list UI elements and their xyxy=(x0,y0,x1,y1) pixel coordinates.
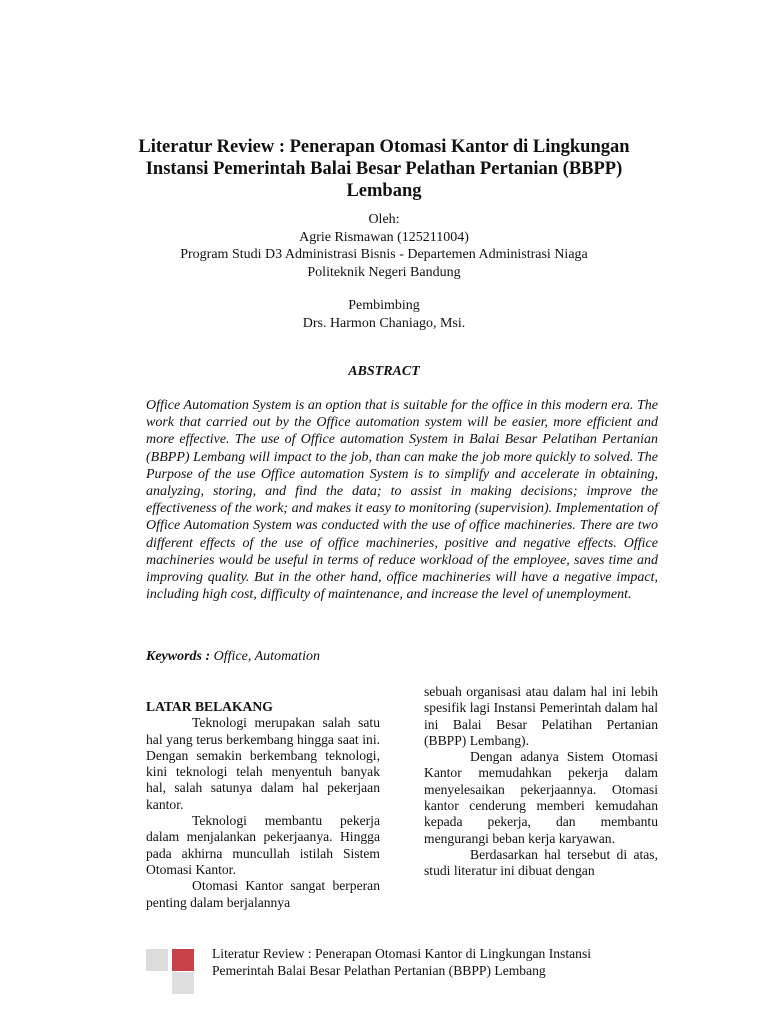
keywords-value: Office, Automation xyxy=(210,649,320,664)
keywords-label: Keywords : xyxy=(146,649,211,664)
author-block xyxy=(120,211,648,332)
body-column-left xyxy=(146,699,380,911)
advisor-name: Drs. Harmon Chaniago, Msi. xyxy=(302,315,466,331)
footer-line-2: Pemerintah Balai Besar Pelathan Pertanian (BBPP) Lembang xyxy=(212,962,546,978)
institution: Politeknik Negeri Bandung xyxy=(307,264,461,280)
paragraph: Teknologi merupakan salah satu hal yang terus berkembang hingga saat ini. Dengan semakin berkembang teknologi, kini teknologi telah menyentuh banyak hal, salah satunya dalam hal pekerjaan kantor. xyxy=(146,715,380,812)
running-footer xyxy=(212,946,662,979)
paper-title xyxy=(120,136,648,202)
by-label: Oleh: xyxy=(368,212,400,227)
keywords xyxy=(146,649,658,665)
author-name: Agrie Rismawan (125211004) xyxy=(299,229,469,245)
red-square-icon xyxy=(172,949,194,971)
paragraph: sebuah organisasi atau dalam hal ini lebih spesifik lagi Instansi Pemerintah dalam hal ini Balai Besar Pelatihan Pertanian (BBPP) Lembang). xyxy=(424,684,658,748)
spacer xyxy=(120,281,648,297)
footer-line-1: Literatur Review : Penerapan Otomasi Kantor di Lingkungan Instansi xyxy=(212,946,592,961)
abstract-heading: ABSTRACT xyxy=(348,364,420,379)
body-column-right xyxy=(424,684,658,880)
paragraph: Teknologi membantu pekerja dalam menjalankan pekerjaanya. Hingga pada akhirna muncullah istilah Sistem Otomasi Kantor. xyxy=(146,813,380,877)
grey-square-icon xyxy=(172,972,194,994)
paragraph: Otomasi Kantor sangat berperan penting dalam berjalannya xyxy=(146,878,380,910)
title-line-3: Lembang xyxy=(346,181,422,201)
title-line-2: Instansi Pemerintah Balai Besar Pelathan Pertanian (BBPP) xyxy=(145,159,623,179)
study-program: Program Studi D3 Administrasi Bisnis - Departemen Administrasi Niaga xyxy=(180,247,588,262)
abstract-text: Office Automation System is an option that is suitable for the office in this modern era. The work that carried out by the Office automation system will be easier, more efficient and more effective. The use of Office automation System in Balai Besar Pelatihan Pertanian (BBPP) Lembang will impact to the job, than can make the job more quickly to solved. The Purpose of the use Office automation System is to simplify and accelerate in obtaining, analyzing, storing, and find the data; to assist in making decisions; improve the effectiveness of the work; and makes it easy to monitoring (supervision). Implementation of Office Automation System was conducted with the use of office machineries. There are two different effects of the use of office machineries, positive and negative effects. Office machineries would be useful in terms of reduce workload of the employee, saves time and improving quality. But in the other hand, office machineries will have a negative impact, including high cost, difficulty of maintenance, and increase the level of unemployment. xyxy=(146,398,658,603)
footer-decoration-icon xyxy=(146,948,198,994)
paragraph: Berdasarkan hal tersebut di atas, studi literatur ini dibuat dengan xyxy=(424,846,658,879)
advisor-label: Pembimbing xyxy=(348,298,420,313)
title-line-1: Literatur Review : Penerapan Otomasi Kantor di Lingkungan xyxy=(138,137,630,157)
section-heading: LATAR BELAKANG xyxy=(146,699,273,714)
grey-square-icon xyxy=(146,949,168,971)
paragraph: Dengan adanya Sistem Otomasi Kantor memudahkan pekerja dalam menyelesaikan pekerjaannya. Otomasi kantor cenderung memberi kemudahan kepada pekerja, dan membantu mengurangi beban kerja karyawan. xyxy=(424,749,658,846)
